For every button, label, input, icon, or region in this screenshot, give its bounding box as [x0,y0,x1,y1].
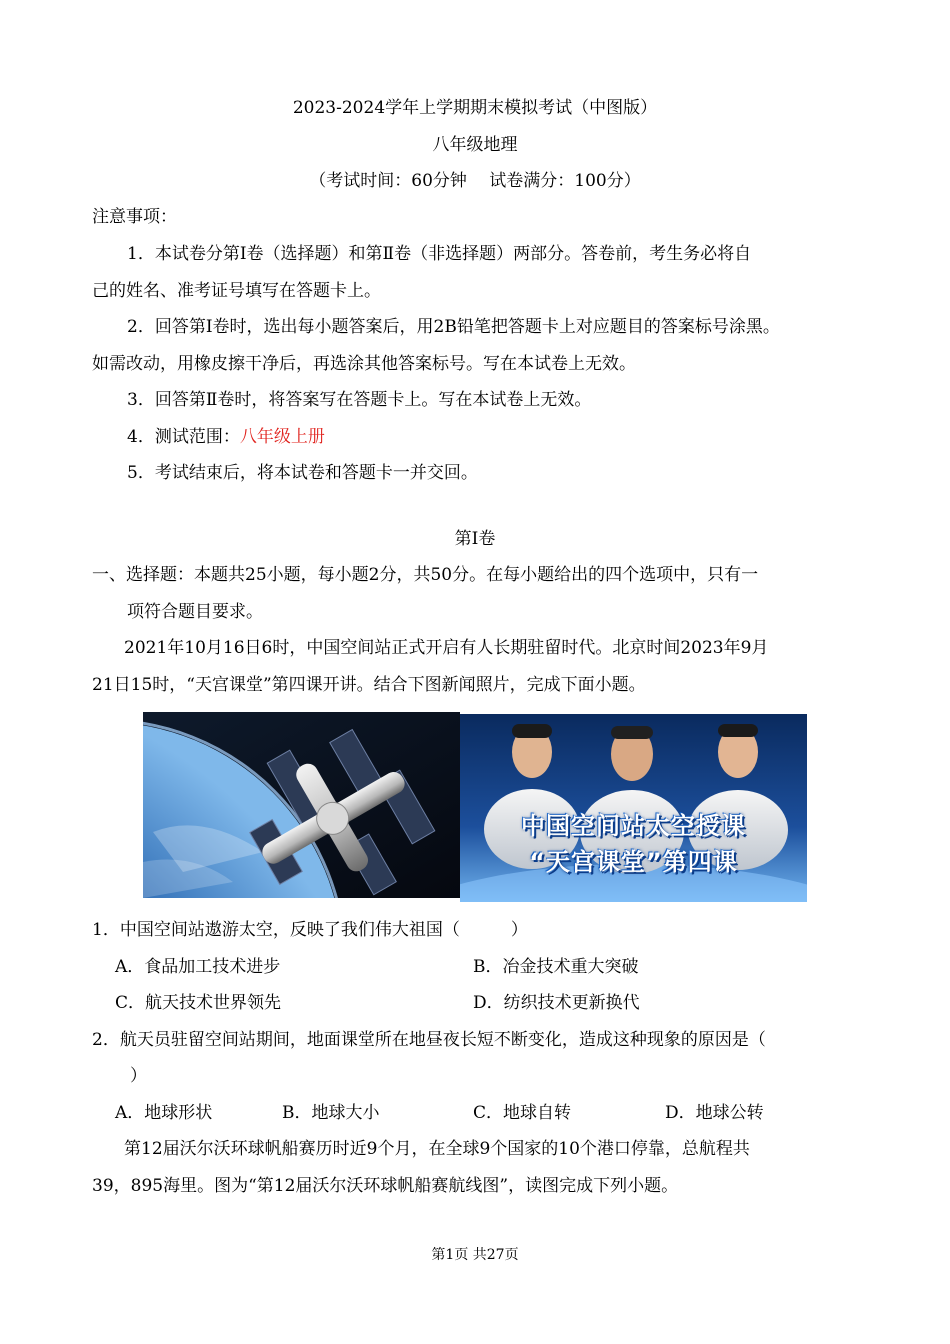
question-2-option-d: D．地球公转 [665,1103,764,1123]
exam-info: （考试时间：60分钟 试卷满分：100分） [309,171,641,191]
page-footer: 第1页 共27页 [431,1247,519,1263]
passage-2-line-2: 39，895海里。图为“第12届沃尔沃环球帆船赛航线图”，读图完成下列小题。 [92,1176,679,1196]
question-1-option-a: A．食品加工技术进步 [115,957,281,977]
question-1-stem: 1．中国空间站遨游太空，反映了我们伟大祖国（ ） [92,920,528,940]
space-station-photo [143,712,460,898]
exam-title: 2023-2024学年上学期期末模拟考试（中图版） [292,98,658,118]
question-2-option-c: C．地球自转 [473,1103,572,1123]
notice-item-1-line-2: 己的姓名、准考证号填写在答题卡上。 [92,281,381,301]
photo-caption-line-2: “天宫课堂”第四课 [529,848,738,876]
question-1-option-b: B．冶金技术重大突破 [473,957,639,977]
notice-item-4 [127,425,325,449]
notice-heading: 注意事项： [92,207,177,227]
notice-item-3: 3．回答第Ⅱ卷时，将答案写在答题卡上。写在本试卷上无效。 [127,390,592,410]
notice-item-4-prefix: 4．测试范围： [127,427,240,447]
notice-item-2-line-1: 2．回答第Ⅰ卷时，选出每小题答案后，用2B铅笔把答题卡上对应题目的答案标号涂黑。 [127,317,780,337]
question-2-stem-line-1: 2．航天员驻留空间站期间，地面课堂所在地昼夜长短不断变化，造成这种现象的原因是（ [92,1030,766,1050]
question-1-option-c: C．航天技术世界领先 [115,993,282,1013]
section-instructions-line-2: 项符合题目要求。 [127,602,263,622]
notice-item-5: 5．考试结束后，将本试卷和答题卡一并交回。 [127,463,478,483]
test-scope: 八年级上册 [239,427,325,447]
photo-caption-line-1: 中国空间站太空授课 [521,812,746,840]
notice-item-1-line-1: 1．本试卷分第Ⅰ卷（选择题）和第Ⅱ卷（非选择题）两部分。答卷前，考生务必将自 [127,244,752,264]
space-station-illustration [143,712,460,898]
volume-title: 第Ⅰ卷 [454,529,496,549]
section-instructions-line-1: 一、选择题：本题共25小题，每小题2分，共50分。在每小题给出的四个选项中，只有一 [92,565,759,585]
passage-2-line-1: 第12届沃尔沃环球帆船赛历时近9个月，在全球9个国家的10个港口停靠，总航程共 [124,1139,750,1159]
question-2-stem-line-2: ） [130,1066,147,1086]
passage-1-line-1: 2021年10月16日6时，中国空间站正式开启有人长期驻留时代。北京时间2023年9月 [124,638,769,658]
passage-1-line-2: 21日15时，“天宫课堂”第四课开讲。结合下图新闻照片，完成下面小题。 [92,675,646,695]
question-2-option-a: A．地球形状 [115,1103,213,1123]
tiangong-class-photo [460,714,807,902]
question-1-option-d: D．纺织技术更新换代 [473,993,640,1013]
notice-item-2-line-2: 如需改动，用橡皮擦干净后，再选涂其他答案标号。写在本试卷上无效。 [92,354,636,374]
subject-title: 八年级地理 [432,135,518,155]
question-2-option-b: B．地球大小 [282,1103,380,1123]
